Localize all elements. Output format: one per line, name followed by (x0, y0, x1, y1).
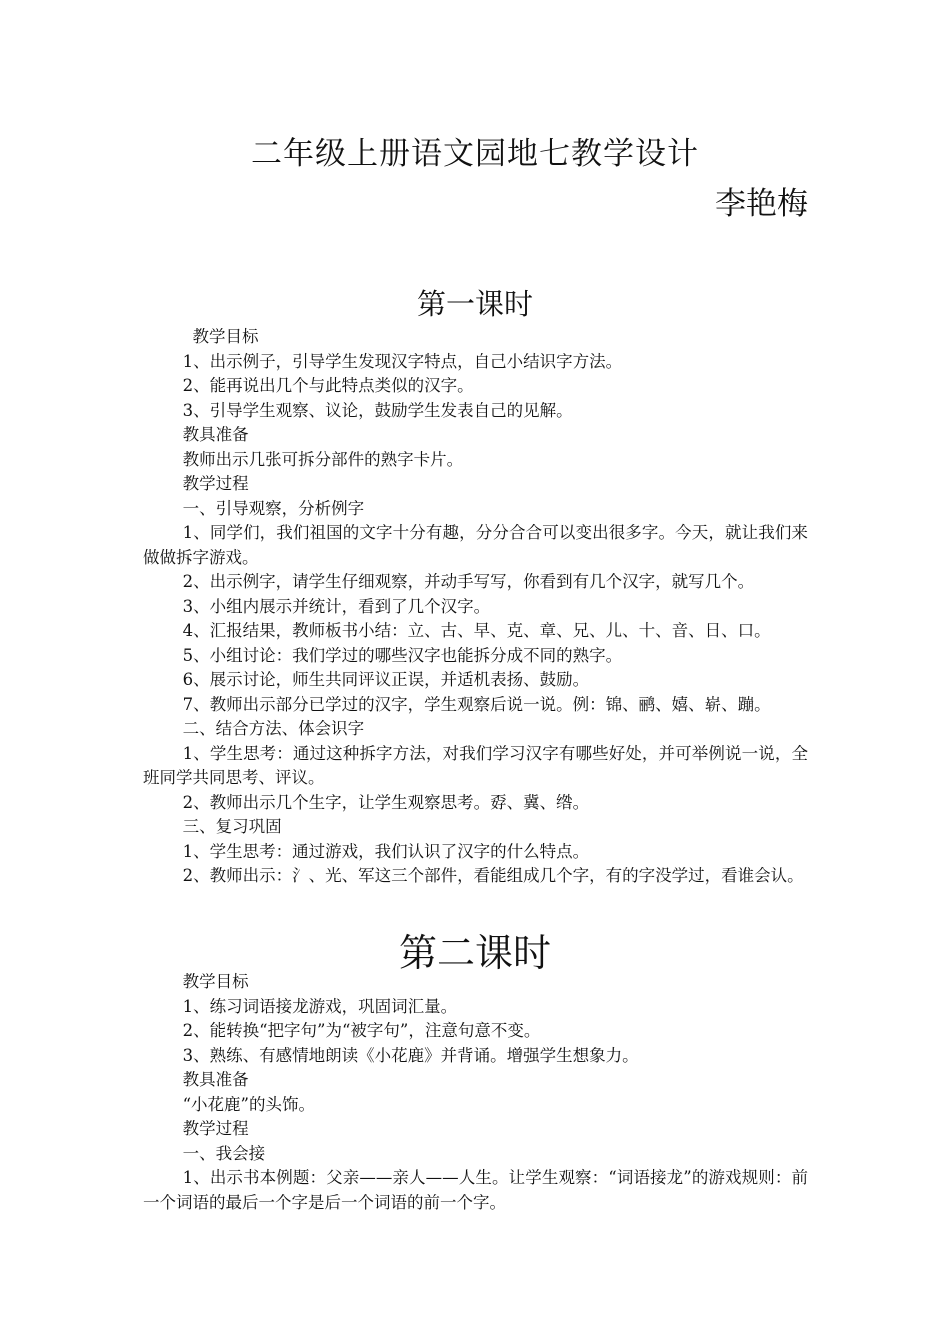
lesson2-body (143, 970, 808, 1215)
paragraph: 2、教师出示：氵、光、军这三个部件，看能组成几个字，有的字没学过，看谁会认。 (182, 866, 804, 885)
paragraph: 一、引导观察，分析例字 (182, 498, 365, 518)
paragraph: 2、能再说出几个与此特点类似的汉字。 (182, 376, 474, 395)
author-name: 李艳梅 (715, 186, 808, 222)
lesson1-heading: 第一课时 (416, 287, 533, 321)
paragraph: 教学过程 (182, 474, 249, 493)
paragraph: 1、学生思考：通过游戏，我们认识了汉字的什么特点。 (182, 841, 590, 861)
paragraph: 1、出示书本例题：父亲——亲人——人生。让学生观察：“词语接龙”的游戏规则：前一个词语的最后一个字是后一个词语的前一个字。 (143, 1168, 808, 1212)
paragraph: 2、出示例字，请学生仔细观察，并动手写写，你看到有几个汉字，就写几个。 (182, 572, 755, 591)
paragraph: 教具准备 (182, 425, 249, 444)
document-title: 二年级上册语文园地七教学设计 (251, 136, 699, 172)
paragraph: 1、出示例子，引导学生发现汉字特点，自己小结识字方法。 (182, 351, 623, 371)
lesson1-body (143, 325, 808, 889)
paragraph: 2、能转换“把字句”为“被字句”，注意句意不变。 (182, 1021, 541, 1040)
paragraph: 3、熟练、有感情地朗读《小花鹿》并背诵。增强学生想象力。 (182, 1045, 639, 1065)
paragraph: 5、小组讨论：我们学过的哪些汉字也能拆分成不同的熟字。 (182, 645, 623, 665)
paragraph: 4、汇报结果，教师板书小结：立、古、早、克、章、兄、儿、十、音、日、口。 (182, 621, 771, 640)
paragraph: 3、引导学生观察、议论，鼓励学生发表自己的见解。 (182, 400, 573, 420)
paragraph: 3、小组内展示并统计，看到了几个汉字。 (182, 596, 491, 616)
paragraph: 7、教师出示部分已学过的汉字，学生观察后说一说。例：锦、鹂、嬉、崭、蹦。 (182, 694, 771, 714)
paragraph: “小花鹿”的头饰。 (182, 1094, 315, 1114)
paragraph: 教学过程 (182, 1119, 249, 1138)
paragraph: 一、我会接 (182, 1143, 266, 1163)
paragraph: 2、教师出示几个生字，让学生观察思考。孬、冀、绺。 (182, 792, 590, 812)
paragraph: 6、展示讨论，师生共同评议正误，并适机表扬、鼓励。 (182, 670, 590, 689)
paragraph: 三、复习巩固 (182, 817, 282, 836)
paragraph: 教学目标 (192, 327, 259, 346)
paragraph: 1、练习词语接龙游戏，巩固词汇量。 (182, 996, 458, 1016)
lesson2-heading: 第二课时 (398, 931, 551, 975)
paragraph: 教师出示几张可拆分部件的熟字卡片。 (182, 449, 464, 469)
paragraph: 教学目标 (182, 972, 249, 991)
paragraph: 二、结合方法、体会识字 (182, 719, 365, 738)
paragraph: 教具准备 (182, 1070, 249, 1089)
paragraph: 1、学生思考：通过这种拆字方法，对我们学习汉字有哪些好处，并可举例说一说，全班同学共同思考、评议。 (143, 743, 808, 787)
paragraph: 1、同学们，我们祖国的文字十分有趣，分分合合可以变出很多字。今天，就让我们来做做拆字游戏。 (143, 523, 808, 567)
